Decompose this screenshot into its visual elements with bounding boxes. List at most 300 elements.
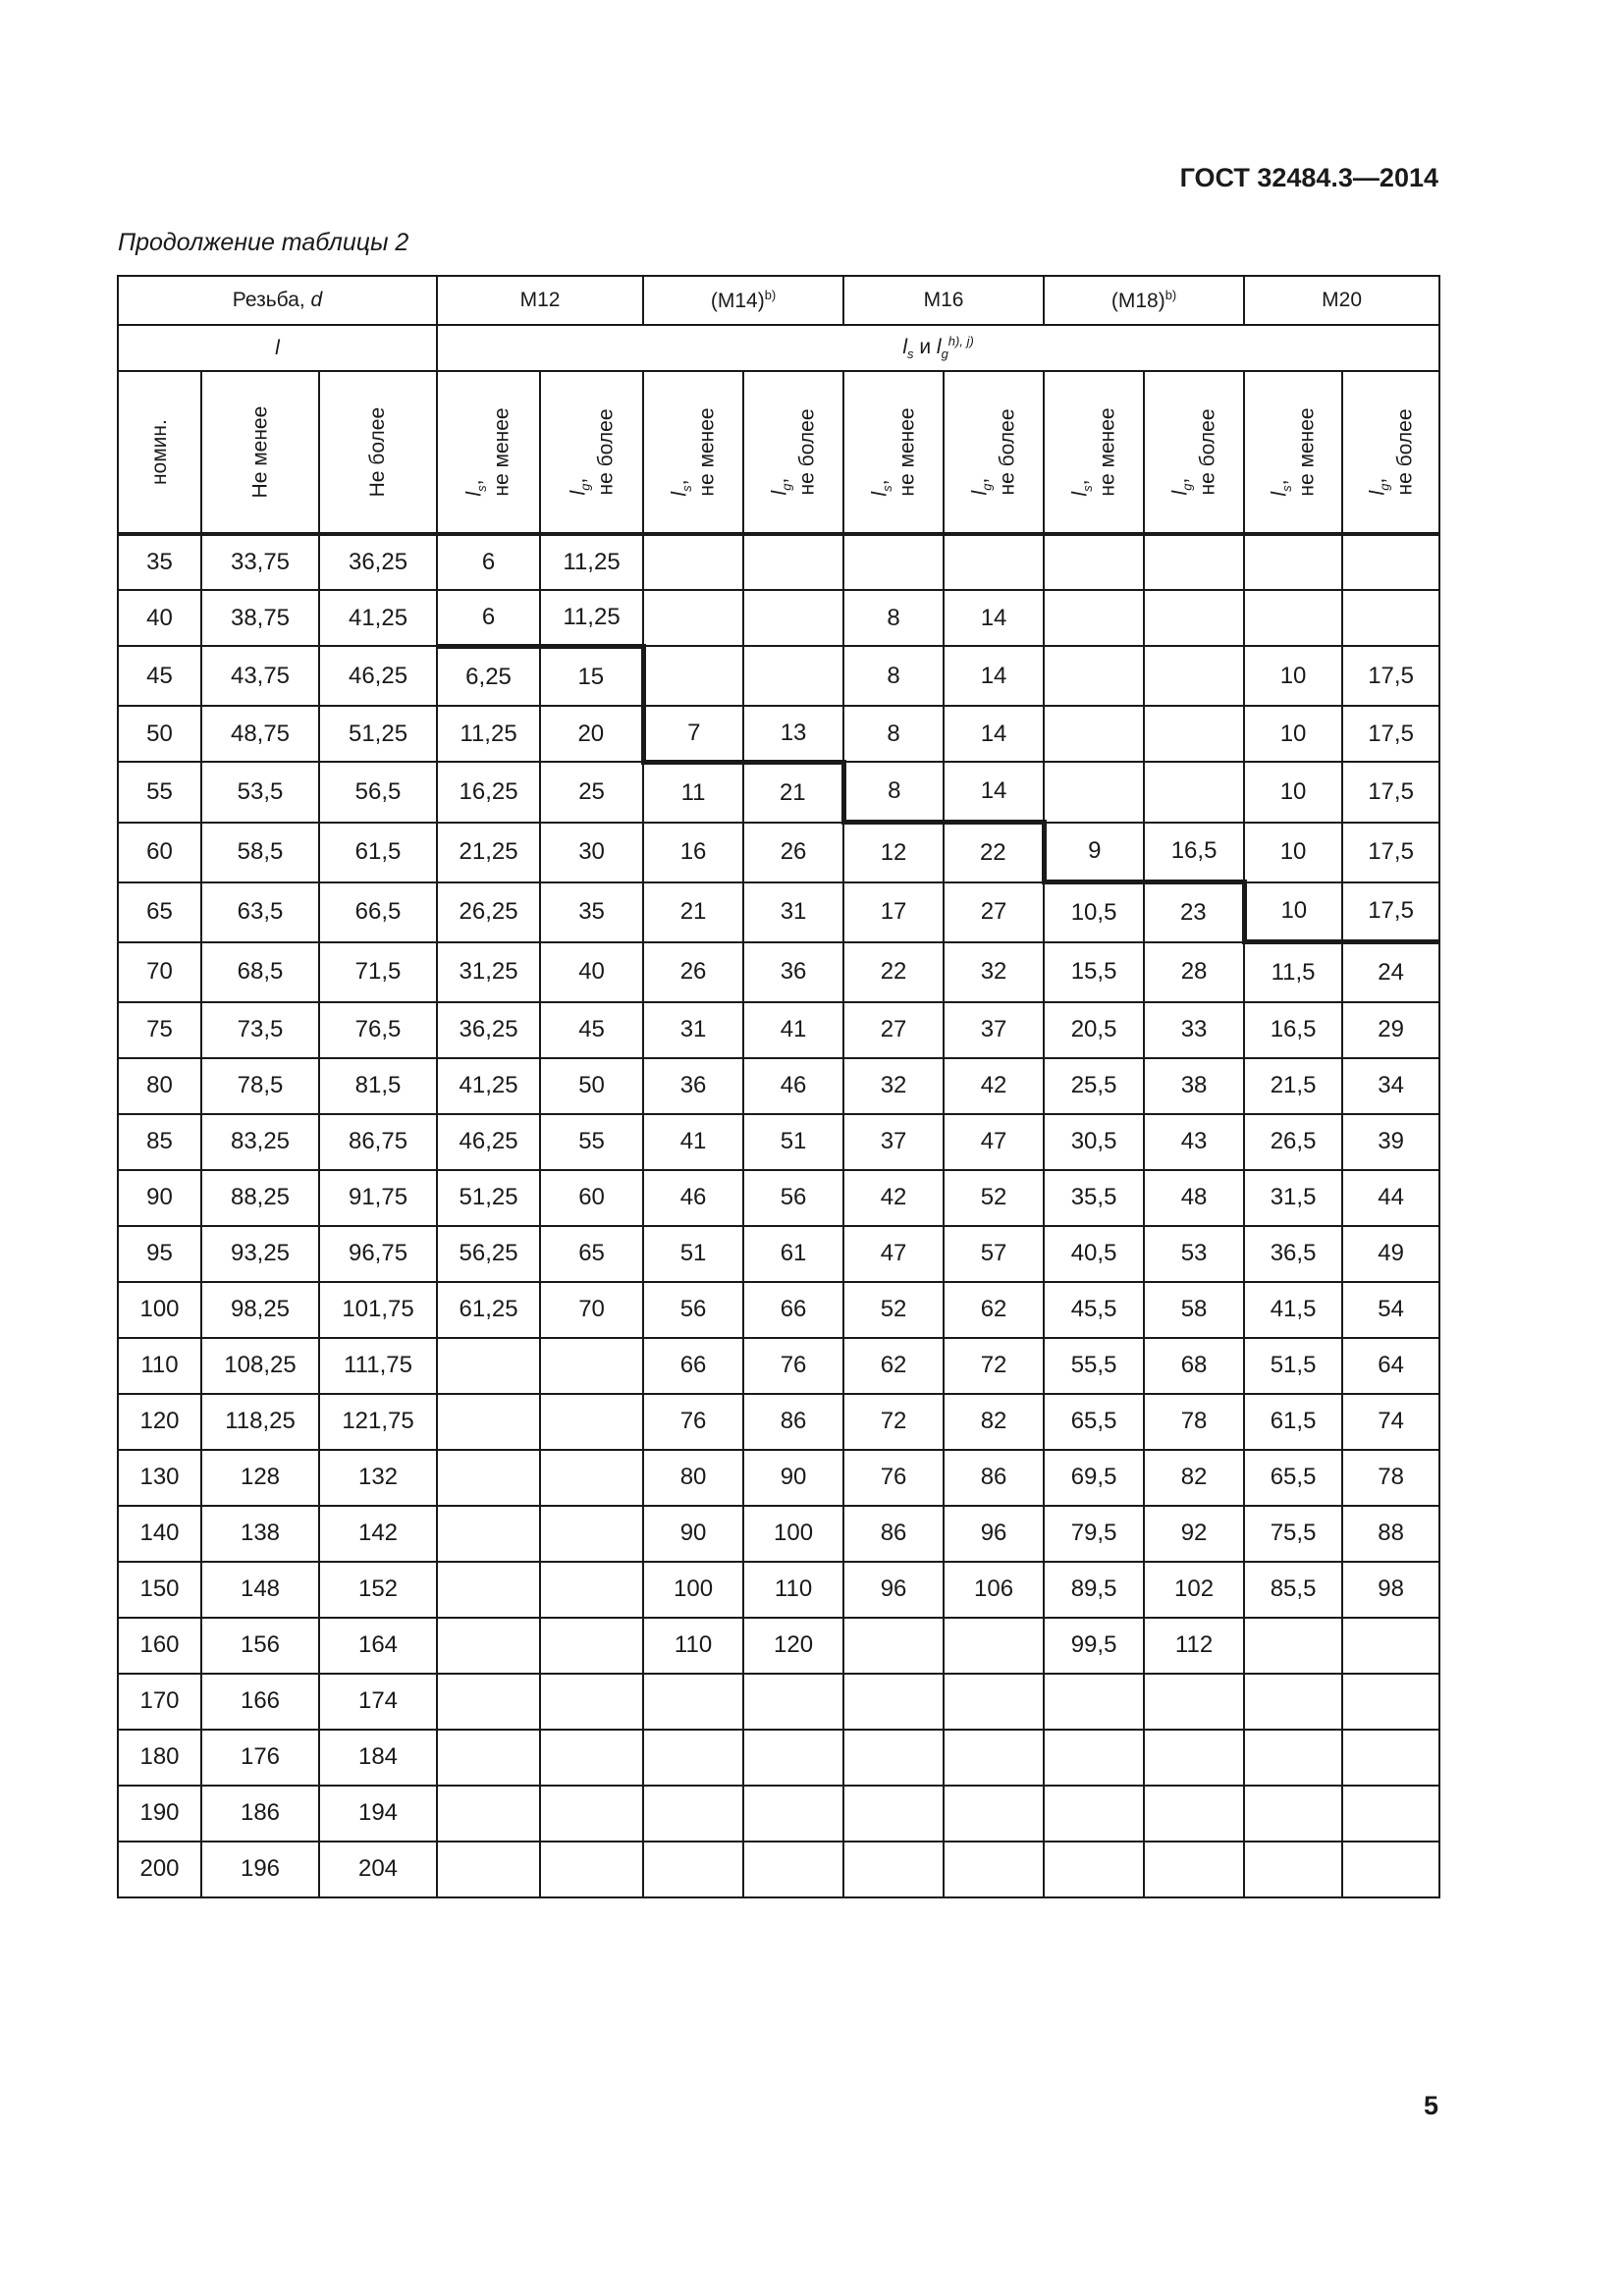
table-cell: 36 <box>643 1058 743 1114</box>
size-header-m18 <box>1044 276 1244 325</box>
table-cell: 39 <box>1342 1114 1439 1170</box>
table-row <box>118 1226 1439 1282</box>
table-cell: 8 <box>843 706 944 762</box>
table-cell: 78,5 <box>201 1058 319 1114</box>
table-cell: 112 <box>1144 1618 1244 1674</box>
table-cell: 21 <box>743 762 843 822</box>
table-cell: 85 <box>118 1114 201 1170</box>
table-row <box>118 823 1439 882</box>
table-cell: 66 <box>743 1282 843 1338</box>
table-cell: 176 <box>201 1730 319 1786</box>
ls-min-header <box>1244 371 1342 534</box>
table-cell: 74 <box>1342 1394 1439 1450</box>
table-cell: 65 <box>540 1226 643 1282</box>
table-cell: 14 <box>944 590 1044 646</box>
table-cell: 49 <box>1342 1226 1439 1282</box>
table-cell: 83,25 <box>201 1114 319 1170</box>
table-cell: 41,5 <box>1244 1282 1342 1338</box>
table-body <box>118 534 1439 1897</box>
table-cell <box>743 534 843 590</box>
table-cell: 101,75 <box>319 1282 437 1338</box>
table-cell: 98,25 <box>201 1282 319 1338</box>
table-cell: 21,25 <box>437 823 540 882</box>
table-cell: 15,5 <box>1044 942 1144 1002</box>
table-cell: 25 <box>540 762 643 822</box>
ls-min-header-label: $l_s$, не менее <box>1268 407 1319 497</box>
nominal-header-label: номин. <box>147 419 171 486</box>
table-cell: 29 <box>1342 1002 1439 1058</box>
table-cell <box>1144 762 1244 822</box>
table-cell <box>944 1842 1044 1897</box>
table-cell: 27 <box>944 882 1044 942</box>
table-cell: 43,75 <box>201 646 319 706</box>
table-row <box>118 1282 1439 1338</box>
lg-max-header <box>944 371 1044 534</box>
table-cell: 47 <box>944 1114 1044 1170</box>
table-cell: 88 <box>1342 1506 1439 1562</box>
table-cell: 86 <box>743 1394 843 1450</box>
table-cell: 31,5 <box>1244 1170 1342 1226</box>
table-cell: 56,25 <box>437 1226 540 1282</box>
table-cell: 51,25 <box>319 706 437 762</box>
table-cell: 51 <box>743 1114 843 1170</box>
table-cell <box>437 1338 540 1394</box>
table-cell: 52 <box>843 1282 944 1338</box>
table-caption: Продолжение таблицы 2 <box>118 229 409 256</box>
table-cell: 80 <box>118 1058 201 1114</box>
lg-max-header <box>540 371 643 534</box>
table-cell <box>1342 590 1439 646</box>
table-cell <box>540 1786 643 1842</box>
table-cell: 50 <box>118 706 201 762</box>
table-cell <box>437 1506 540 1562</box>
ls-min-header <box>843 371 944 534</box>
table-cell: 28 <box>1144 942 1244 1002</box>
table-cell: 110 <box>643 1618 743 1674</box>
table-cell: 32 <box>843 1058 944 1114</box>
table-cell <box>1144 1674 1244 1730</box>
table-cell: 37 <box>944 1002 1044 1058</box>
table-cell: 60 <box>118 823 201 882</box>
lg-max-header-label: $l_g$, не более <box>768 408 819 496</box>
table-cell: 45 <box>118 646 201 706</box>
ls-min-header-label: $l_s$, не менее <box>463 407 514 497</box>
header-row-sub <box>118 371 1439 534</box>
table-cell <box>643 646 743 706</box>
table-cell: 79,5 <box>1044 1506 1144 1562</box>
table-row <box>118 1562 1439 1618</box>
table-cell: 55 <box>540 1114 643 1170</box>
table-cell <box>843 534 944 590</box>
table-cell: 65,5 <box>1244 1450 1342 1506</box>
table-cell: 53,5 <box>201 762 319 822</box>
table-cell: 81,5 <box>319 1058 437 1114</box>
table-cell <box>540 1506 643 1562</box>
table-cell <box>1044 762 1144 822</box>
table-cell: 64 <box>1342 1338 1439 1394</box>
table-cell: 36,5 <box>1244 1226 1342 1282</box>
table-cell <box>944 1786 1044 1842</box>
table-cell: 62 <box>944 1282 1044 1338</box>
table-cell: 36 <box>743 942 843 1002</box>
table-cell: 17,5 <box>1342 823 1439 882</box>
table-cell <box>540 1674 643 1730</box>
lg-max-header <box>1342 371 1439 534</box>
table-cell: 57 <box>944 1226 1044 1282</box>
table-cell: 6 <box>437 590 540 646</box>
table-cell: 34 <box>1342 1058 1439 1114</box>
table-cell <box>1342 1674 1439 1730</box>
table-cell: 71,5 <box>319 942 437 1002</box>
table-cell: 48 <box>1144 1170 1244 1226</box>
table-cell: 164 <box>319 1618 437 1674</box>
table-cell <box>1044 1786 1144 1842</box>
size-name: M16 <box>923 288 964 311</box>
table-cell <box>437 1730 540 1786</box>
ls-min-header-label: $l_s$, не менее <box>1068 407 1119 497</box>
table-cell: 26 <box>743 823 843 882</box>
table-cell <box>1044 1730 1144 1786</box>
footnote-mark: h), j) <box>947 334 974 349</box>
table-cell: 66 <box>643 1338 743 1394</box>
table-cell: 10 <box>1244 823 1342 882</box>
ls-min-header <box>437 371 540 534</box>
table-cell: 96 <box>944 1506 1044 1562</box>
table-cell: 35 <box>118 534 201 590</box>
table-cell: 148 <box>201 1562 319 1618</box>
table-cell <box>540 1842 643 1897</box>
table-cell: 72 <box>843 1394 944 1450</box>
table-cell <box>643 534 743 590</box>
table-cell: 110 <box>743 1562 843 1618</box>
table-cell: 7 <box>643 706 743 762</box>
table-cell: 108,25 <box>201 1338 319 1394</box>
table-cell <box>1144 1786 1244 1842</box>
table-cell: 47 <box>843 1226 944 1282</box>
table-cell: 56 <box>643 1282 743 1338</box>
table-cell <box>1244 590 1342 646</box>
table-cell: 31 <box>643 1002 743 1058</box>
ls-min-header-label: $l_s$, не менее <box>668 407 719 497</box>
table-cell: 61,5 <box>1244 1394 1342 1450</box>
table-cell <box>1044 646 1144 706</box>
table-cell: 55 <box>118 762 201 822</box>
table-cell: 92 <box>1144 1506 1244 1562</box>
table-cell: 70 <box>118 942 201 1002</box>
table-cell: 86 <box>843 1506 944 1562</box>
table-row <box>118 1842 1439 1897</box>
table-cell <box>540 1450 643 1506</box>
table-cell: 76 <box>843 1450 944 1506</box>
table-cell: 56,5 <box>319 762 437 822</box>
table-cell: 82 <box>944 1394 1044 1450</box>
table-cell: 68 <box>1144 1338 1244 1394</box>
table-cell: 78 <box>1342 1450 1439 1506</box>
lg-symbol: l <box>936 336 942 359</box>
max-header-label: Не более <box>366 407 390 498</box>
table-cell: 30,5 <box>1044 1114 1144 1170</box>
table-cell: 14 <box>944 706 1044 762</box>
table-cell <box>1044 590 1144 646</box>
table-cell: 200 <box>118 1842 201 1897</box>
size-name: M12 <box>519 288 561 311</box>
table-cell: 22 <box>843 942 944 1002</box>
table-cell: 8 <box>843 590 944 646</box>
table-cell <box>1044 1842 1144 1897</box>
min-header <box>201 371 319 534</box>
table-cell <box>643 1786 743 1842</box>
table-cell <box>643 1842 743 1897</box>
table-cell <box>743 1730 843 1786</box>
table-cell: 73,5 <box>201 1002 319 1058</box>
table-cell: 80 <box>643 1450 743 1506</box>
nominal-header <box>118 371 201 534</box>
table-cell: 11,5 <box>1244 942 1342 1002</box>
table-cell: 75 <box>118 1002 201 1058</box>
table-row <box>118 1450 1439 1506</box>
table-cell: 152 <box>319 1562 437 1618</box>
table-cell <box>1342 1842 1439 1897</box>
table-cell: 17,5 <box>1342 882 1439 942</box>
table-cell <box>437 1674 540 1730</box>
table-cell: 128 <box>201 1450 319 1506</box>
table-cell: 62 <box>843 1338 944 1394</box>
table-cell: 76 <box>643 1394 743 1450</box>
table-cell: 17 <box>843 882 944 942</box>
table-cell <box>1144 706 1244 762</box>
table-cell: 31,25 <box>437 942 540 1002</box>
lg-max-header-label: $l_g$, не более <box>567 408 617 496</box>
table-cell <box>944 1730 1044 1786</box>
page-number: 5 <box>1423 2091 1438 2120</box>
table-cell: 40,5 <box>1044 1226 1144 1282</box>
table-row <box>118 1338 1439 1394</box>
table-cell <box>1044 706 1144 762</box>
table-cell: 16 <box>643 823 743 882</box>
table-cell: 32 <box>944 942 1044 1002</box>
table-cell <box>437 1842 540 1897</box>
table-cell: 33,75 <box>201 534 319 590</box>
table-cell: 138 <box>201 1506 319 1562</box>
ls-lg-header <box>437 325 1439 372</box>
table-cell: 78 <box>1144 1394 1244 1450</box>
table-cell: 61 <box>743 1226 843 1282</box>
table-cell: 90 <box>643 1506 743 1562</box>
table-row <box>118 590 1439 646</box>
table-cell <box>1144 1730 1244 1786</box>
table-cell: 68,5 <box>201 942 319 1002</box>
size-header-m20 <box>1244 276 1439 325</box>
table-cell: 30 <box>540 823 643 882</box>
table-cell <box>1342 1730 1439 1786</box>
table-cell: 8 <box>843 646 944 706</box>
size-name: (M14) <box>710 289 765 312</box>
table-cell: 50 <box>540 1058 643 1114</box>
table-cell <box>643 1730 743 1786</box>
table-cell: 10 <box>1244 646 1342 706</box>
table-cell: 6 <box>437 534 540 590</box>
table-cell: 21 <box>643 882 743 942</box>
table-row <box>118 1674 1439 1730</box>
table-cell: 56 <box>743 1170 843 1226</box>
table-cell <box>1144 646 1244 706</box>
length-header <box>118 325 437 372</box>
table-cell <box>843 1786 944 1842</box>
table-cell: 90 <box>118 1170 201 1226</box>
table-cell <box>843 1674 944 1730</box>
table-cell: 100 <box>118 1282 201 1338</box>
table-row <box>118 1786 1439 1842</box>
table-cell <box>743 1786 843 1842</box>
table-cell <box>540 1338 643 1394</box>
table-cell: 26 <box>643 942 743 1002</box>
table-cell <box>437 1562 540 1618</box>
size-header-m16 <box>843 276 1044 325</box>
document-code: ГОСТ 32484.3—2014 <box>1179 163 1438 192</box>
table-cell: 72 <box>944 1338 1044 1394</box>
table-cell <box>944 1618 1044 1674</box>
table-cell: 91,75 <box>319 1170 437 1226</box>
thread-header <box>118 276 437 325</box>
table-cell <box>843 1842 944 1897</box>
table-cell: 156 <box>201 1618 319 1674</box>
table-cell: 38,75 <box>201 590 319 646</box>
table-cell: 52 <box>944 1170 1044 1226</box>
table-cell: 10 <box>1244 882 1342 942</box>
max-header <box>319 371 437 534</box>
table-row <box>118 1058 1439 1114</box>
table-cell <box>643 590 743 646</box>
table-cell: 95 <box>118 1226 201 1282</box>
table-cell: 20,5 <box>1044 1002 1144 1058</box>
table-cell: 26,25 <box>437 882 540 942</box>
min-header-label: Не менее <box>248 405 272 499</box>
table-cell: 100 <box>643 1562 743 1618</box>
table-cell <box>944 1674 1044 1730</box>
table-cell: 82 <box>1144 1450 1244 1506</box>
table-cell: 111,75 <box>319 1338 437 1394</box>
table-cell: 194 <box>319 1786 437 1842</box>
table-cell: 45 <box>540 1002 643 1058</box>
table-cell: 140 <box>118 1506 201 1562</box>
table-cell: 65,5 <box>1044 1394 1144 1450</box>
table-cell: 93,25 <box>201 1226 319 1282</box>
table-cell: 25,5 <box>1044 1058 1144 1114</box>
table-row <box>118 1730 1439 1786</box>
table-cell: 35,5 <box>1044 1170 1144 1226</box>
table-cell: 11,25 <box>540 590 643 646</box>
table-cell: 76,5 <box>319 1002 437 1058</box>
table-cell: 17,5 <box>1342 646 1439 706</box>
table-cell: 38 <box>1144 1058 1244 1114</box>
lg-subscript: g <box>941 347 948 362</box>
table-cell: 23 <box>1144 882 1244 942</box>
table-cell: 17,5 <box>1342 762 1439 822</box>
table-cell: 196 <box>201 1842 319 1897</box>
table-cell: 48,75 <box>201 706 319 762</box>
table-cell <box>1244 1730 1342 1786</box>
table-cell <box>743 1674 843 1730</box>
lg-max-header-label: $l_g$, не более <box>1168 408 1219 496</box>
table-cell <box>437 1618 540 1674</box>
table-cell <box>1342 534 1439 590</box>
size-name: (M18) <box>1110 289 1165 312</box>
table-cell <box>1044 1674 1144 1730</box>
table-cell: 130 <box>118 1450 201 1506</box>
table-cell: 51,5 <box>1244 1338 1342 1394</box>
table-cell <box>1342 1618 1439 1674</box>
table-row <box>118 1114 1439 1170</box>
table-cell: 13 <box>743 706 843 762</box>
table-cell: 10 <box>1244 706 1342 762</box>
header-row-lengths <box>118 325 1439 372</box>
table-row <box>118 1618 1439 1674</box>
table-cell: 41,25 <box>437 1058 540 1114</box>
table-cell <box>1244 1786 1342 1842</box>
table-cell: 180 <box>118 1730 201 1786</box>
table-cell: 27 <box>843 1002 944 1058</box>
footnote-mark: b) <box>764 287 777 302</box>
table-cell: 40 <box>118 590 201 646</box>
table-cell: 37 <box>843 1114 944 1170</box>
table-cell: 16,5 <box>1244 1002 1342 1058</box>
size-header-m14 <box>643 276 843 325</box>
table-cell: 132 <box>319 1450 437 1506</box>
table-cell: 46,25 <box>319 646 437 706</box>
table-cell: 17,5 <box>1342 706 1439 762</box>
table-cell: 10 <box>1244 762 1342 822</box>
table-cell: 22 <box>944 823 1044 882</box>
footnote-mark: b) <box>1164 287 1177 302</box>
table-cell: 61,25 <box>437 1282 540 1338</box>
table-cell: 98 <box>1342 1562 1439 1618</box>
table-row <box>118 1506 1439 1562</box>
table-cell: 121,75 <box>319 1394 437 1450</box>
table-cell: 35 <box>540 882 643 942</box>
table-cell: 96 <box>843 1562 944 1618</box>
table-cell <box>643 1674 743 1730</box>
table-cell: 11 <box>643 762 743 822</box>
table-cell <box>437 1394 540 1450</box>
thread-symbol: d <box>310 288 323 311</box>
table-cell: 51 <box>643 1226 743 1282</box>
table-cell <box>540 1394 643 1450</box>
table-cell: 14 <box>944 646 1044 706</box>
table-cell <box>1244 1674 1342 1730</box>
table-cell: 31 <box>743 882 843 942</box>
table-row <box>118 1170 1439 1226</box>
table-cell: 99,5 <box>1044 1618 1144 1674</box>
table-cell <box>540 1618 643 1674</box>
table-cell: 24 <box>1342 942 1439 1002</box>
table-cell <box>437 1450 540 1506</box>
table-cell: 43 <box>1144 1114 1244 1170</box>
table-cell: 204 <box>319 1842 437 1897</box>
table-cell: 89,5 <box>1044 1562 1144 1618</box>
table-cell: 36,25 <box>437 1002 540 1058</box>
table-cell <box>1144 1842 1244 1897</box>
thread-label: Резьба, <box>232 288 311 311</box>
table-cell: 70 <box>540 1282 643 1338</box>
table-cell: 110 <box>118 1338 201 1394</box>
table-cell: 36,25 <box>319 534 437 590</box>
table-cell: 106 <box>944 1562 1044 1618</box>
table-cell: 9 <box>1044 823 1144 882</box>
table-cell: 58,5 <box>201 823 319 882</box>
table-cell: 41 <box>743 1002 843 1058</box>
table-cell: 90 <box>743 1450 843 1506</box>
table-cell <box>743 1842 843 1897</box>
